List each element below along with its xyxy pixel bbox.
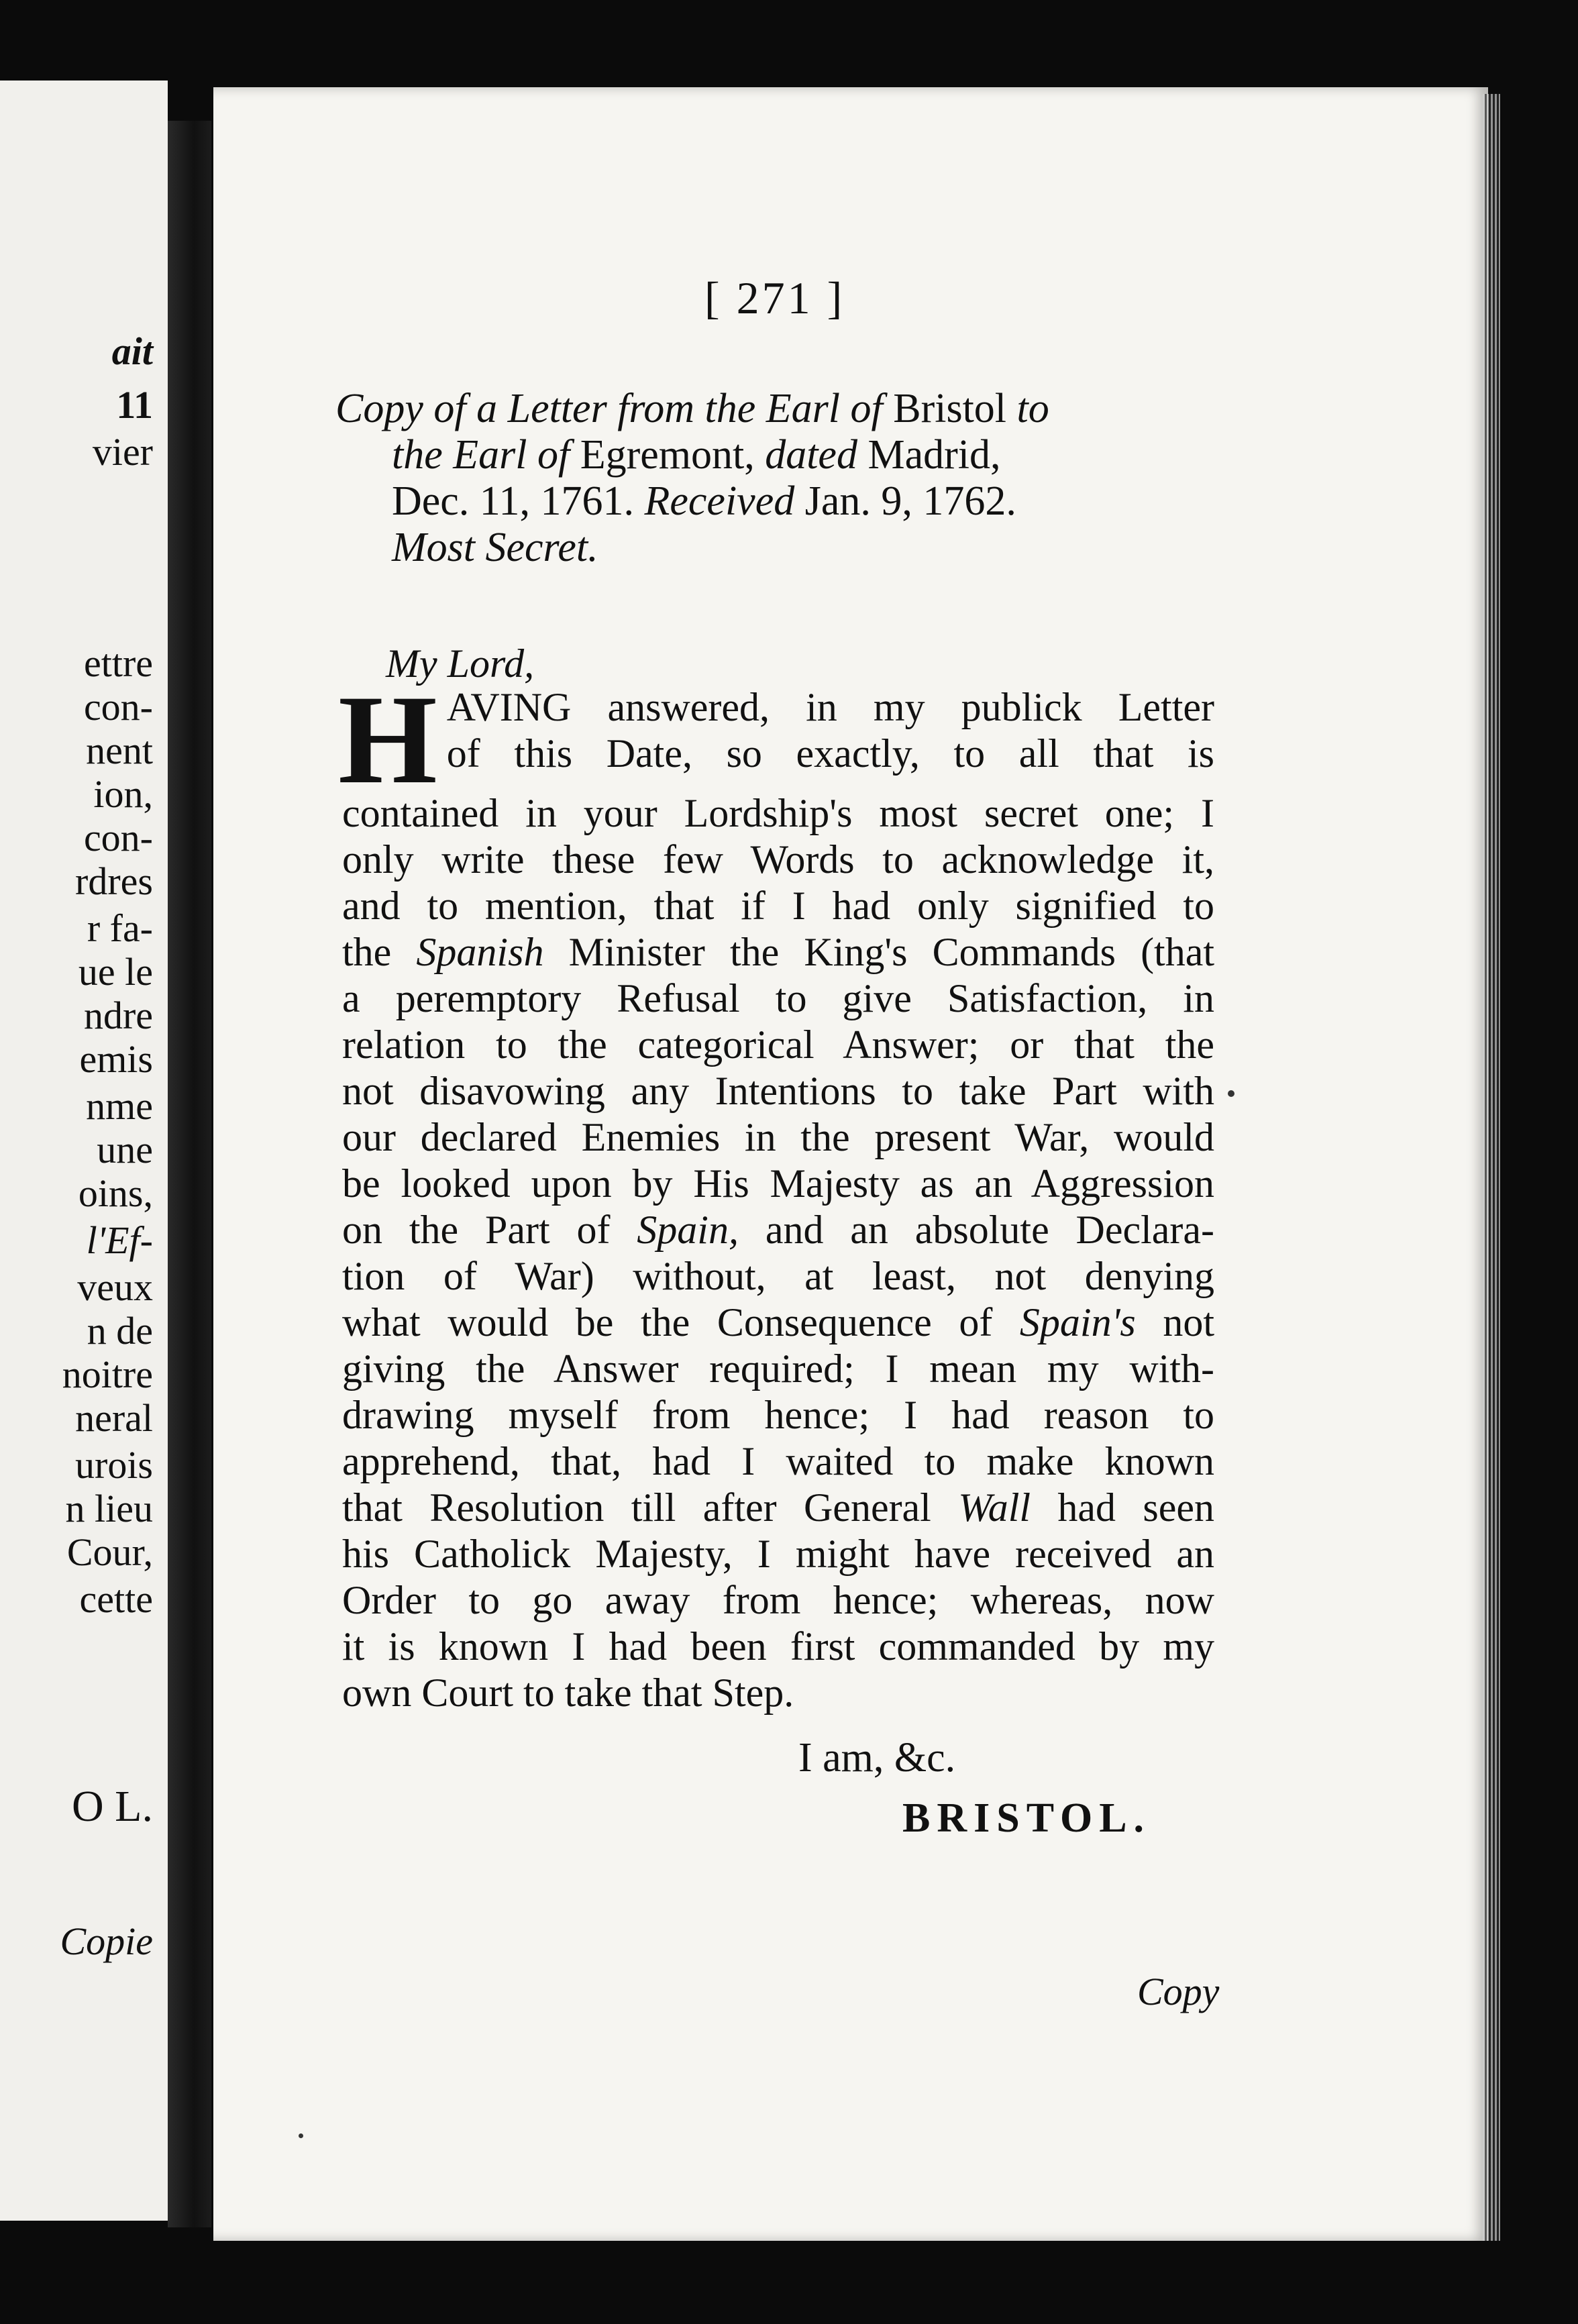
facing-line: neral [75,1396,153,1440]
facing-line: r fa- [87,906,153,950]
heading-name: Bristol [893,386,1007,431]
body-text: on the Part of [342,1208,611,1252]
facing-line: l'Ef- [86,1218,153,1262]
facing-line: O L. [72,1782,153,1831]
body-line: contained in your Lordship's most secret one; I [342,791,1214,835]
facing-line: oins, [78,1171,153,1215]
drop-cap: H [338,670,437,810]
body-line: own Court to take that Step. [342,1671,794,1715]
heading-line [335,525,1221,571]
body-line: not disavowing any Intentions to take Part with [342,1069,1214,1113]
body-text: had seen [1057,1485,1214,1530]
body-text: not [1163,1300,1215,1344]
closing: I am, &c. [798,1735,956,1781]
body-text: that Resolution till after General [342,1485,931,1530]
facing-line: une [97,1128,153,1171]
body-line: AVING answered, in my publick Letter [446,685,1214,729]
facing-page [0,81,168,2221]
facing-line: noitre [62,1353,153,1396]
heading-place: Madrid, [867,432,1001,478]
page-number: [ 271 ] [704,272,845,323]
heading-text: dated [765,432,857,478]
body-italic: Spanish [416,930,544,974]
body-line: Order to go away from hence; whereas, now [342,1578,1214,1622]
facing-line: ettre [83,641,153,685]
facing-line: n lieu [65,1487,153,1530]
page-edge [1483,94,1500,2241]
body-line: and to mention, that if I had only signified to [342,884,1214,928]
heading-secrecy: Most Secret. [392,525,598,570]
body-line: his Catholick Majesty, I might have received an [342,1532,1214,1576]
heading-line [335,478,1221,525]
signature: BRISTOL. [902,1795,1151,1841]
body-text: what would be the Consequence of [342,1300,993,1344]
heading-text: Copy of a Letter from the Earl of [335,386,883,431]
ink-speck [1228,1090,1234,1097]
body-line [342,929,1214,975]
body-line: giving the Answer required; I mean my with- [342,1346,1214,1391]
heading-line [335,432,1221,478]
facing-line: ion, [93,772,153,816]
ink-speck [299,2133,303,2138]
body-line: of this Date, so exactly, to all that is [446,731,1214,776]
body-italic: Wall [958,1485,1031,1530]
facing-line: urois [75,1443,153,1487]
body-line: drawing myself from hence; I had reason to [342,1393,1214,1437]
facing-line: n de [87,1309,153,1353]
body-text: and an absolute Declara- [765,1208,1215,1252]
facing-line: con- [83,685,153,729]
body-line: it is known I had been first commanded by my [342,1624,1214,1669]
body-line: only write these few Words to acknowledge it, [342,837,1214,882]
body-line [342,1300,1214,1346]
letter-heading [335,386,1221,571]
catchword: Copy [1137,1970,1220,2013]
facing-line: rdres [75,859,153,903]
heading-name: Egremont, [580,432,755,478]
facing-line: ue le [78,950,153,994]
body-italic: Spain's [1019,1300,1136,1344]
facing-line: ait [111,329,153,373]
facing-line: cette [79,1577,153,1621]
heading-text: the Earl of [392,432,570,478]
facing-line: emis [79,1037,153,1081]
body-line: tion of War) without, at least, not denying [342,1254,1214,1298]
body-line [342,1207,1214,1253]
body-line: be looked upon by His Majesty as an Aggression [342,1161,1214,1206]
letter-body [338,670,1215,1716]
book-gutter [168,121,211,2227]
facing-line: veux [77,1265,153,1309]
body-line [342,1485,1214,1531]
facing-line: 11 [116,383,153,427]
heading-date: Dec. 11, 1761. [392,478,635,524]
body-line: apprehend, that, had I waited to make known [342,1439,1214,1483]
facing-line: nme [86,1084,153,1128]
salutation: My Lord, [386,641,535,686]
heading-text: to [1016,386,1049,431]
facing-line: con- [83,816,153,859]
facing-line: nent [86,729,153,772]
body-italic: Spain, [637,1208,739,1252]
facing-catchword: Copie [60,1919,153,1963]
heading-date: Jan. 9, 1762. [804,478,1016,524]
heading-line [335,386,1221,432]
heading-text: Received [644,478,795,524]
body-text: the [342,930,392,974]
body-line: our declared Enemies in the present War, would [342,1115,1214,1159]
facing-line: vier [92,430,153,474]
body-line: a peremptory Refusal to give Satisfaction, in [342,976,1214,1020]
body-text: Minister the King's Commands (that [568,930,1215,974]
body-line: relation to the categorical Answer; or that the [342,1022,1214,1067]
facing-line: Cour, [66,1530,153,1574]
facing-line: ndre [83,994,153,1037]
